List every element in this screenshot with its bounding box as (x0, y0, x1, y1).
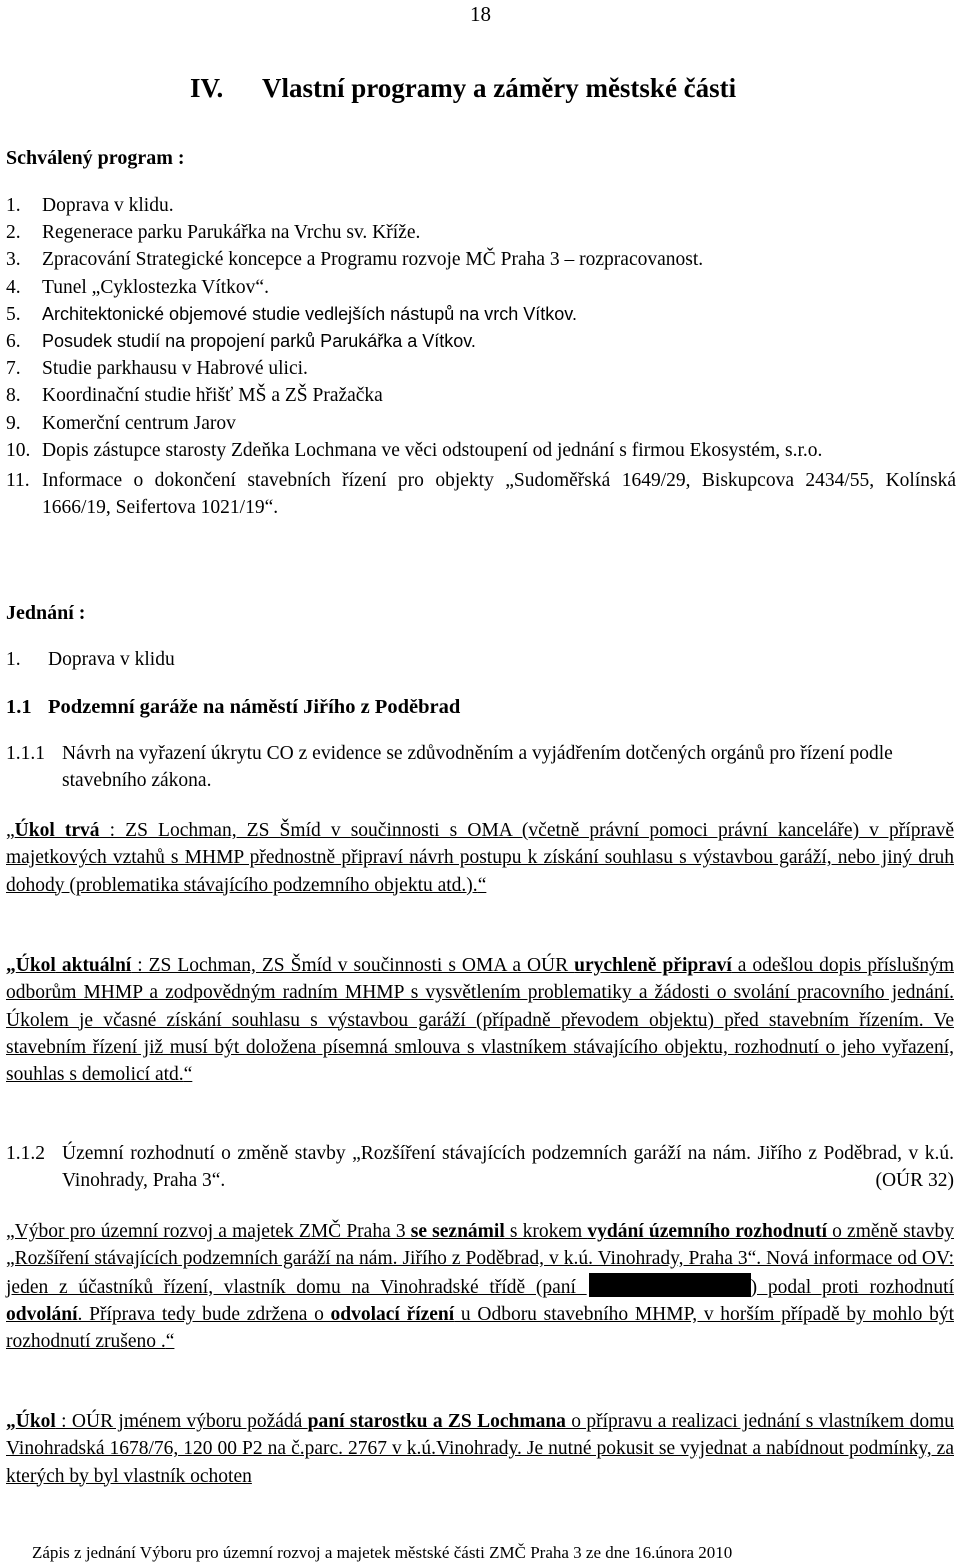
item-text: Dopis zástupce starosty Zdeňka Lochmana ve věci odstoupení od jednání s firmou Ekosystém, s.r.o. (42, 439, 823, 461)
sub-sub-item-2 (6, 1140, 954, 1194)
item-text: Návrh na vyřazení úkrytu CO z evidence se zdůvodněním a vyjádřením dotčených orgánů pro řízení podle stavebního zákona. (62, 743, 893, 791)
chapter-number: IV. (190, 73, 224, 103)
para-text: u Odboru stavebního MHMP, v horším případě by mohlo být rozhodnutí zrušeno . (6, 1303, 954, 1353)
task-text: a odešlou dopis příslušným odborům MHMP a zodpovědným radním MHMP s vysvětlením problematiky a žádosti o svolání pracovního jednání. (6, 955, 954, 1004)
meeting-heading: Jednání : (6, 602, 86, 624)
list-item (6, 192, 956, 219)
page-number: 18 (470, 2, 491, 26)
item-text: Architektonické objemové studie vedlejších nástupů na vrch Vítkov. (42, 303, 577, 324)
chapter-title: Vlastní programy a záměry městské části (262, 73, 737, 103)
item-number: 10. (6, 439, 31, 461)
task-emphasis: urychleně připraví (574, 955, 732, 976)
para-emphasis: odvolací řízení (330, 1303, 455, 1325)
task-text: o přípravu a realizaci jednání s vlastníkem domu Vinohradská 1678/76, 120 00 P2 na č.parc. 2767 v k.ú.Vinohrady. Je nutné pokusit se vyjednat a nabídnout podmínky, za kterých by byl vlastník ochoten (6, 1411, 954, 1487)
item-number: 1. (6, 195, 21, 216)
approved-program-list (6, 192, 956, 521)
item-text: Doprava v klidu (48, 649, 175, 670)
item-number: 4. (6, 276, 21, 298)
item-number: 11. (6, 470, 30, 492)
item-text: Informace o dokončení stavebních řízení pro objekty „Sudoměřská 1649/29, Biskupcova 2434/55, Kolínská 1666/19, Seifertova 1021/19“. (42, 470, 956, 519)
item-number: 3. (6, 249, 21, 271)
redaction-block (589, 1273, 751, 1297)
list-item (6, 328, 956, 355)
list-item (6, 246, 956, 273)
task-emphasis: paní starostku a ZS Lochmana (307, 1411, 566, 1432)
para-emphasis: se seznámil (410, 1221, 505, 1242)
item-text: Koordinační studie hřišť MŠ a ZŠ Pražačka (42, 385, 383, 407)
sub-item-heading (6, 695, 460, 720)
page-footer: Zápis z jednání Výboru pro územní rozvoj a majetek městské části ZMČ Praha 3 ze dne 16.února 2010 (32, 1543, 733, 1562)
item-number: 9. (6, 412, 21, 434)
task-final-paragraph (6, 1408, 954, 1490)
item-text: Komerční centrum Jarov (42, 412, 236, 434)
item-text: Zpracování Strategické koncepce a Programu rozvoje MČ Praha 3 – rozpracovanost. (42, 249, 704, 271)
item-number: 1.1.2 (6, 1143, 45, 1164)
para-text: s krokem (504, 1221, 588, 1242)
item-number: 6. (6, 331, 21, 353)
quote-mark: “ (183, 1064, 193, 1086)
item-number: 8. (6, 385, 21, 407)
meeting-item (6, 648, 175, 671)
para-text: „Výbor pro územní rozvoj a majetek ZMČ Praha 3 (6, 1221, 411, 1242)
task-text: : ZS Lochman, ZS Šmíd v součinnosti s OMA (včetně právní pomoci právní kanceláře) v přípravě majetkových vztahů s MHMP přednostně připraví návrh postupu k získání souhlasu s výstavbou garáží, nebo jiný druh dohody (problematika stávajícího podzemního objektu atd.). (6, 820, 955, 896)
quote-mark: “ (165, 1331, 175, 1353)
quote-mark: „ (6, 1411, 16, 1432)
item-number: 5. (6, 303, 21, 325)
item-text: Doprava v klidu. (42, 195, 174, 216)
para-text: o změně stavby „Rozšíření stávajících podzemních garáží na nám. Jiřího z Poděbrad, v k.ú. Vinohrady, Praha 3“. Nová informace od OV: jeden z účastníků řízení, vlastník domu na Vinohradské třídě (paní (6, 1221, 954, 1298)
task-text: : ZS Lochman, ZS Šmíd v součinnosti s OMA a OÚR (131, 955, 575, 976)
reference-code: (OÚR 32) (875, 1170, 954, 1191)
para-text: . Příprava tedy bude zdržena o (77, 1303, 331, 1325)
task-label: Úkol (15, 1411, 56, 1432)
chapter-heading (190, 72, 736, 104)
item-text: Podzemní garáže na náměstí Jiřího z Poděbrad (48, 696, 461, 718)
list-item (6, 274, 956, 301)
item-number: 1. (6, 649, 21, 670)
quote-mark: „ (6, 820, 15, 841)
item-text: Územní rozhodnutí o změně stavby „Rozšíření stávajících podzemních garáží na nám. Jiřího z Poděbrad, v k.ú. Vinohrady, Praha 3“. (62, 1143, 954, 1191)
quote-mark: “ (477, 874, 487, 896)
item-text: Regenerace parku Parukářka na Vrchu sv. Kříže. (42, 222, 421, 244)
item-number: 2. (6, 222, 21, 244)
list-item (6, 382, 956, 409)
list-item (6, 410, 956, 437)
item-text: Tunel „Cyklostezka Vítkov“. (42, 276, 269, 298)
task-label: Úkol trvá (14, 820, 100, 841)
task-label-suffix: aktuální (55, 955, 132, 976)
para-emphasis: odvolání (6, 1303, 78, 1325)
task-text: Úkolem je včasné získání souhlasu s výstavbou garáží (případně převodem objektu) před stavebním řízením. Ve stavebním řízení již musí být doložena písemná smlouva s vlastníkem stávajícího objektu, rozhodnutí o jeho vyřazení, souhlas s demolicí atd. (6, 1009, 954, 1086)
list-item (6, 301, 956, 328)
committee-paragraph (6, 1218, 954, 1355)
sub-sub-item-1 (6, 740, 954, 794)
item-text: Posudek studií na propojení parků Parukářka a Vítkov. (42, 331, 476, 352)
item-number: 1.1.1 (6, 743, 45, 764)
item-number: 1.1 (6, 696, 32, 718)
list-item (6, 355, 956, 382)
list-item (6, 437, 956, 464)
item-number: 7. (6, 358, 21, 380)
task-text: : OÚR jménem výboru požádá (55, 1411, 308, 1432)
para-emphasis: vydání územního rozhodnutí (587, 1221, 827, 1242)
list-item (6, 467, 956, 521)
task-current-paragraph (6, 952, 954, 1088)
item-text: Studie parkhausu v Habrové ulici. (42, 358, 308, 380)
list-item (6, 219, 956, 246)
para-text: ) podal proti rozhodnutí (750, 1276, 954, 1298)
task-label: Úkol (15, 955, 56, 976)
task-lasting-paragraph (6, 817, 954, 899)
approved-program-heading: Schválený program : (6, 147, 185, 169)
quote-mark: „ (6, 955, 16, 976)
